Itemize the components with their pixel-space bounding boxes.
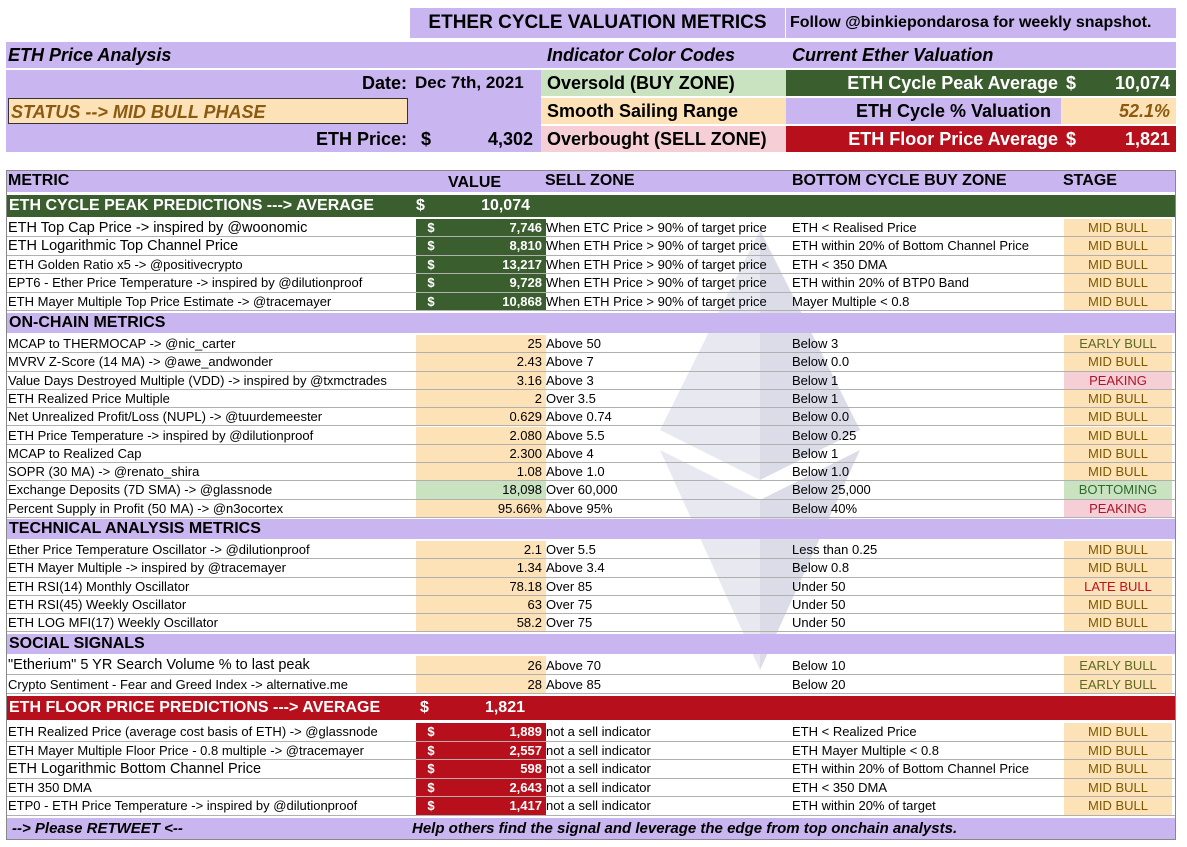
metric-name: Value Days Destroyed Multiple (VDD) -> inspired by @txmctrades	[8, 372, 387, 388]
metric-value: 25	[416, 335, 546, 353]
stage-badge: MID BULL	[1064, 237, 1172, 255]
sell-zone: Above 7	[546, 354, 594, 370]
metric-value: 2,557	[509, 742, 542, 758]
eth-price-value: 4,302	[451, 126, 541, 152]
dollar-sign: $	[427, 742, 435, 758]
metric-name: ETP0 - ETH Price Temperature -> inspired by @dilutionproof	[8, 798, 358, 813]
buy-zone: Below 1	[792, 372, 839, 388]
buy-zone: Below 1	[792, 445, 839, 461]
metric-value: 2,643	[509, 779, 542, 795]
stage-badge: LATE BULL	[1064, 578, 1172, 596]
metric-name: ETH RSI(45) Weekly Oscillator	[8, 596, 187, 612]
sell-zone: Above 3	[546, 372, 594, 388]
onchain-section-title: ON-CHAIN METRICS	[9, 314, 166, 331]
buy-zone: Under 50	[792, 578, 846, 594]
column-stage: STAGE	[1063, 172, 1117, 189]
stage-badge: MID BULL	[1064, 596, 1172, 614]
metric-name: "Etherium" 5 YR Search Volume % to last peak	[8, 657, 310, 673]
metric-name: ETH Price Temperature -> inspired by @dilutionproof	[8, 427, 314, 443]
floor-section-average: 1,821	[484, 699, 525, 716]
metric-value: 10,868	[502, 293, 542, 309]
buy-zone: ETH < 350 DMA	[792, 256, 888, 272]
stage-badge: MID BULL	[1064, 760, 1172, 779]
sell-zone: not a sell indicator	[546, 761, 651, 776]
sell-zone: Over 5.5	[546, 542, 596, 557]
buy-zone: Less than 0.25	[792, 542, 878, 557]
sell-zone: Above 70	[546, 658, 601, 673]
sell-zone: Above 5.5	[546, 427, 605, 443]
metric-name: Net Unrealized Profit/Loss (NUPL) -> @tuurdemeester	[8, 409, 323, 425]
metric-name: Ether Price Temperature Oscillator -> @dilutionproof	[8, 542, 310, 557]
metric-name: MCAP to THERMOCAP -> @nic_carter	[8, 336, 236, 351]
metric-value: 13,217	[502, 256, 542, 272]
stage-badge: MID BULL	[1064, 445, 1172, 463]
sell-zone: When ETC Price > 90% of target price	[546, 220, 767, 235]
buy-zone: ETH within 20% of BTP0 Band	[792, 275, 970, 291]
sell-zone: Above 4	[546, 445, 594, 461]
buy-zone: Below 40%	[792, 500, 858, 516]
stage-badge: MID BULL	[1064, 427, 1172, 445]
dollar-sign: $	[427, 238, 435, 254]
social-section-title: SOCIAL SIGNALS	[9, 635, 145, 652]
peak-average-currency: $	[1066, 70, 1096, 96]
floor-section-title: ETH FLOOR PRICE PREDICTIONS ---> AVERAGE	[9, 699, 381, 716]
buy-zone: ETH within 20% of target	[792, 798, 936, 813]
buy-zone: Below 0.0	[792, 354, 850, 370]
header-title-cell: ETHER CYCLE VALUATION METRICS	[410, 8, 785, 38]
metric-name: ETH 350 DMA	[8, 779, 92, 795]
stage-badge: BOTTOMING	[1064, 481, 1172, 499]
metric-value: 58.2	[416, 614, 546, 632]
stage-badge: MID BULL	[1064, 779, 1172, 798]
dollar-sign: $	[427, 779, 435, 795]
buy-zone: Below 20	[792, 677, 846, 692]
metric-name: ETH Mayer Multiple Top Price Estimate -> @tracemayer	[8, 293, 332, 309]
valuation-label: ETH Cycle % Valuation	[786, 98, 1061, 124]
metric-name: ETH Logarithmic Bottom Channel Price	[8, 761, 262, 777]
dollar-sign: $	[427, 275, 435, 291]
footer-message: Help others find the signal and leverage the edge from top onchain analysts.	[412, 820, 958, 837]
buy-zone: Below 1	[792, 390, 839, 406]
sell-zone: When ETH Price > 90% of target price	[546, 293, 767, 309]
retweet-text: --> Please RETWEET <--	[12, 820, 183, 837]
stage-badge: EARLY BULL	[1064, 675, 1172, 694]
buy-zone: ETH < 350 DMA	[792, 779, 888, 795]
metric-name: ETH Mayer Multiple -> inspired by @tracemayer	[8, 560, 286, 576]
metric-value: 2.300	[416, 445, 546, 463]
sell-zone: not a sell indicator	[546, 779, 651, 795]
sell-zone: Over 75	[546, 596, 593, 612]
stage-badge: MID BULL	[1064, 353, 1172, 371]
sheet-border	[6, 170, 1176, 840]
valuation-value: 52.1%	[1061, 98, 1176, 124]
sell-zone: Above 3.4	[546, 560, 605, 576]
stage-badge: MID BULL	[1064, 614, 1172, 632]
peak-average-value: 10,074	[1096, 70, 1176, 96]
metric-value: 1.34	[416, 559, 546, 577]
buy-zone: Below 0.8	[792, 560, 850, 576]
sell-zone: Above 85	[546, 677, 601, 692]
column-metric: METRIC	[8, 172, 70, 189]
metric-name: ETH Realized Price (average cost basis of ETH) -> @glassnode	[8, 724, 378, 739]
stage-badge: MID BULL	[1064, 541, 1172, 559]
sell-zone: Over 60,000	[546, 482, 618, 498]
column-sell-zone: SELL ZONE	[545, 172, 635, 189]
dollar-sign: $	[427, 724, 435, 739]
buy-zone: Below 3	[792, 336, 839, 351]
price-analysis-heading: ETH Price Analysis	[6, 42, 541, 68]
sell-zone: not a sell indicator	[546, 724, 651, 739]
metric-name: Crypto Sentiment - Fear and Greed Index -> alternative.me	[8, 677, 348, 692]
stage-badge: MID BULL	[1064, 256, 1172, 274]
metric-name: SOPR (30 MA) -> @renato_shira	[8, 464, 200, 480]
sell-zone: Above 1.0	[546, 464, 605, 480]
buy-zone: ETH < Realised Price	[792, 220, 917, 235]
metric-name: ETH Mayer Multiple Floor Price - 0.8 multiple -> @tracemayer	[8, 742, 364, 758]
current-valuation-heading: Current Ether Valuation	[786, 42, 1176, 68]
metric-value: 63	[416, 596, 546, 614]
stage-badge: PEAKING	[1064, 500, 1172, 518]
metric-value: 18,098	[416, 481, 546, 499]
metric-value: 2.43	[416, 353, 546, 371]
stage-badge: MID BULL	[1064, 559, 1172, 577]
peak-average-label: ETH Cycle Peak Average	[786, 70, 1066, 96]
metric-value: 1.08	[416, 463, 546, 481]
buy-zone: Mayer Multiple < 0.8	[792, 293, 910, 309]
metric-value: 2.080	[416, 427, 546, 445]
oversold-legend: Oversold (BUY ZONE)	[541, 70, 786, 96]
metric-value: 1,417	[509, 798, 542, 813]
dollar-sign: $	[427, 256, 435, 272]
date-value: Dec 7th, 2021	[411, 70, 541, 96]
metric-value: 78.18	[416, 578, 546, 596]
dollar-sign: $	[427, 798, 435, 813]
sell-zone: Over 3.5	[546, 390, 596, 406]
stage-badge: MID BULL	[1064, 742, 1172, 761]
metric-value: 26	[416, 656, 546, 675]
sell-zone: Above 95%	[546, 500, 613, 516]
buy-zone: ETH within 20% of Bottom Channel Price	[792, 761, 1029, 776]
metric-name: ETH Logarithmic Top Channel Price	[8, 238, 239, 255]
color-codes-heading: Indicator Color Codes	[541, 42, 786, 68]
buy-zone: ETH Mayer Multiple < 0.8	[792, 742, 940, 758]
column-value: VALUE	[448, 174, 502, 191]
eth-price-label: ETH Price:	[6, 126, 411, 152]
metric-name: ETH Top Cap Price -> inspired by @woonomic	[8, 220, 308, 236]
metric-value: 95.66%	[416, 500, 546, 518]
metric-value: 3.16	[416, 372, 546, 390]
buy-zone: Under 50	[792, 596, 846, 612]
metric-name: ETH Golden Ratio x5 -> @positivecrypto	[8, 256, 243, 272]
buy-zone: ETH < Realized Price	[792, 724, 917, 739]
floor-average-currency: $	[1066, 126, 1096, 152]
stage-badge: MID BULL	[1064, 797, 1172, 816]
technical-section-title: TECHNICAL ANALYSIS METRICS	[9, 520, 261, 537]
sell-zone: Over 85	[546, 578, 593, 594]
dollar-sign: $	[427, 293, 435, 309]
stage-badge: MID BULL	[1064, 390, 1172, 408]
sell-zone: When ETH Price > 90% of target price	[546, 238, 767, 254]
peak-section-average: 10,074	[481, 197, 530, 214]
overbought-legend: Overbought (SELL ZONE)	[541, 126, 786, 152]
dollar-sign: $	[427, 761, 435, 776]
metric-value: 8,810	[509, 238, 542, 254]
buy-zone: Below 0.0	[792, 409, 850, 425]
metric-name: ETH Realized Price Multiple	[8, 390, 170, 406]
buy-zone: Below 10	[792, 658, 846, 673]
sell-zone: When ETH Price > 90% of target price	[546, 256, 767, 272]
peak-section-title: ETH CYCLE PEAK PREDICTIONS ---> AVERAGE	[9, 197, 374, 214]
buy-zone: Under 50	[792, 615, 846, 631]
metric-name: MVRV Z-Score (14 MA) -> @awe_andwonder	[8, 354, 273, 370]
metric-value: 2.1	[416, 541, 546, 559]
sell-zone: Over 75	[546, 615, 593, 631]
metric-name: ETH LOG MFI(17) Weekly Oscillator	[8, 615, 218, 631]
floor-section-currency: $	[420, 699, 429, 716]
smooth-sailing-legend: Smooth Sailing Range	[541, 98, 786, 124]
eth-price-currency: $	[411, 126, 451, 152]
metric-name: Exchange Deposits (7D SMA) -> @glassnode	[8, 482, 273, 498]
metric-value: 2	[416, 390, 546, 408]
buy-zone: ETH within 20% of Bottom Channel Price	[792, 238, 1029, 254]
sell-zone: not a sell indicator	[546, 798, 651, 813]
metric-value: 28	[416, 675, 546, 694]
peak-section-currency: $	[416, 197, 425, 214]
dollar-sign: $	[427, 220, 435, 235]
metric-value: 7,746	[509, 220, 542, 235]
header-follow-cell: Follow @binkiepondarosa for weekly snapshot.	[786, 8, 1176, 38]
stage-badge: MID BULL	[1064, 463, 1172, 481]
stage-badge: PEAKING	[1064, 372, 1172, 390]
metric-value: 0.629	[416, 408, 546, 426]
metric-value: 598	[520, 761, 542, 776]
stage-badge: EARLY BULL	[1064, 656, 1172, 675]
buy-zone: Below 25,000	[792, 482, 871, 498]
sell-zone: Above 50	[546, 336, 601, 351]
metric-name: MCAP to Realized Cap	[8, 445, 142, 461]
metric-value: 1,889	[509, 724, 542, 739]
metric-name: ETH RSI(14) Monthly Oscillator	[8, 578, 190, 594]
stage-badge: MID BULL	[1064, 219, 1172, 237]
date-label: Date:	[6, 70, 411, 96]
stage-badge: MID BULL	[1064, 274, 1172, 292]
status-banner: STATUS --> MID BULL PHASE	[8, 98, 408, 124]
stage-badge: MID BULL	[1064, 408, 1172, 426]
metric-name: Percent Supply in Profit (50 MA) -> @n3ocortex	[8, 500, 284, 516]
stage-badge: MID BULL	[1064, 293, 1172, 311]
stage-badge: MID BULL	[1064, 723, 1172, 742]
sell-zone: When ETH Price > 90% of target price	[546, 275, 767, 291]
stage-badge: EARLY BULL	[1064, 335, 1172, 353]
metric-name: EPT6 - Ether Price Temperature -> inspired by @dilutionproof	[8, 275, 363, 291]
buy-zone: Below 0.25	[792, 427, 857, 443]
buy-zone: Below 1.0	[792, 464, 850, 480]
floor-average-value: 1,821	[1096, 126, 1176, 152]
metric-value: 9,728	[509, 275, 542, 291]
floor-average-label: ETH Floor Price Average	[786, 126, 1066, 152]
column-buy-zone: BOTTOM CYCLE BUY ZONE	[792, 172, 1007, 189]
sell-zone: Above 0.74	[546, 409, 612, 425]
sell-zone: not a sell indicator	[546, 742, 651, 758]
